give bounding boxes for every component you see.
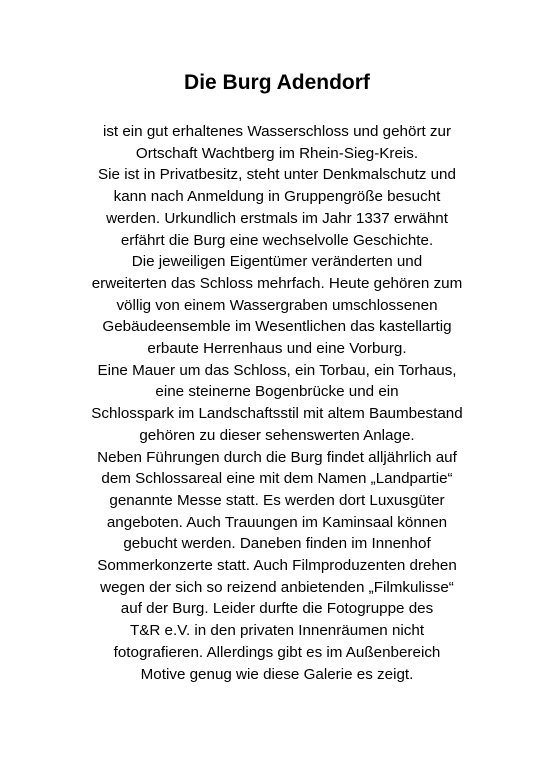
text-line: angeboten. Auch Trauungen im Kaminsaal können <box>106 513 448 531</box>
text-line: werden. Urkundlich erstmals im Jahr 1337 erwähnt <box>106 209 448 227</box>
text-line: fotografieren. Allerdings gibt es im Außenbereich <box>113 643 441 661</box>
text-line: Die jeweiligen Eigentümer veränderten und <box>131 253 423 271</box>
text-line: gehören zu dieser sehenswerten Anlage. <box>139 426 415 444</box>
text-line: Neben Führungen durch die Burg findet alljährlich auf <box>97 448 457 466</box>
body-text <box>20 121 534 685</box>
text-line: kann nach Anmeldung in Gruppengröße besucht <box>113 188 441 206</box>
text-line: Schlosspark im Landschaftsstil mit altem Baumbestand <box>91 405 463 423</box>
text-line: ist ein gut erhaltenes Wasserschloss und gehört zur <box>102 123 452 140</box>
text-line: erweiterten das Schloss mehrfach. Heute gehören zum <box>91 274 463 292</box>
text-line: erfährt die Burg eine wechselvolle Geschichte. <box>120 231 434 249</box>
text-line: genannte Messe statt. Es werden dort Luxusgüter <box>109 491 445 509</box>
text-line: Ortschaft Wachtberg im Rhein-Sieg-Kreis. <box>135 144 419 162</box>
text-line: Motive genug wie diese Galerie es zeigt. <box>140 665 414 683</box>
text-line: T&R e.V. in den privaten Innenräumen nicht <box>129 622 425 640</box>
text-line: völlig von einem Wassergraben umschlossenen <box>116 296 438 314</box>
text-line: Sommerkonzerte statt. Auch Filmproduzenten drehen <box>97 557 457 575</box>
text-line: wegen der sich so reizend anbietenden „Filmkulisse“ <box>100 578 454 596</box>
text-line: dem Schlossareal eine mit dem Namen „Landpartie“ <box>101 470 453 488</box>
text-line: gebucht werden. Daneben finden im Innenhof <box>123 535 431 553</box>
page-title: Die Burg Adendorf <box>184 71 370 94</box>
text-line: Sie ist in Privatbesitz, steht unter Denkmalschutz und <box>98 166 456 184</box>
text-line: Eine Mauer um das Schloss, ein Torbau, ein Torhaus, <box>97 361 457 379</box>
text-line: Gebäudeensemble im Wesentlichen das kastellartig <box>102 318 452 336</box>
text-line: eine steinerne Bogenbrücke und ein <box>155 383 399 401</box>
text-line: erbaute Herrenhaus und eine Vorburg. <box>147 340 407 358</box>
text-line: auf der Burg. Leider durfte die Fotogruppe des <box>120 600 434 618</box>
